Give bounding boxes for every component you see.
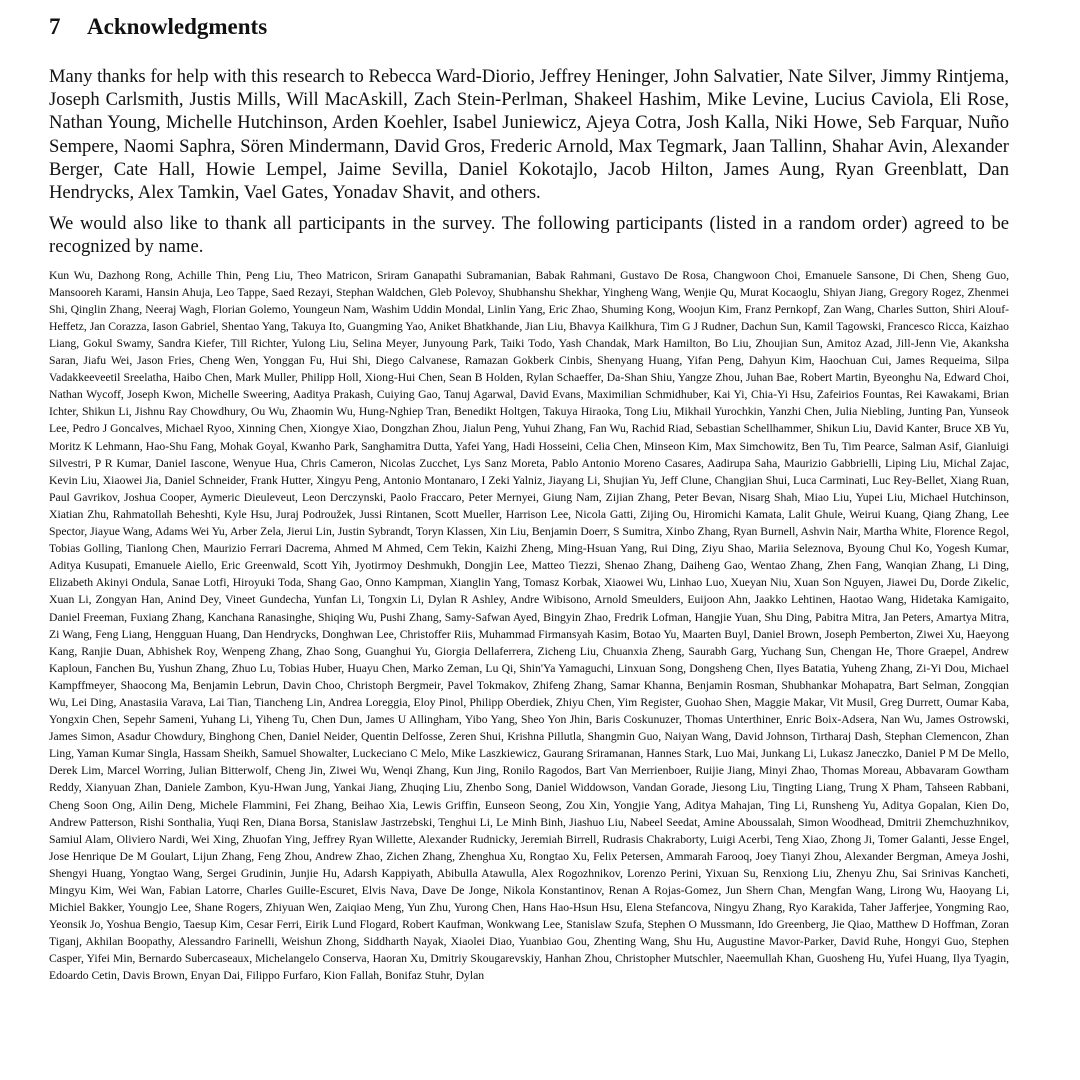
section-number: 7 (49, 14, 61, 39)
section-heading (49, 12, 1009, 42)
section-title: Acknowledgments (87, 14, 268, 39)
thanks-paragraph: Many thanks for help with this research to Rebecca Ward-Diorio, Jeffrey Heninger, John Salvatier, Nate Silver, Jimmy Rintjema, Joseph Carlsmith, Justis Mills, Will MacAskill, Zach Stein-Perlman, Shakeel Hashim, Mike Levine, Lucius Caviola, Eli Rose, Nathan Young, Michelle Hutchinson, Arden Koehler, Isabel Juniewicz, Ajeya Cotra, Josh Kalla, Niki Howe, Seb Farquar, Nuño Sempere, Naomi Saphra, Sören Mindermann, David Gros, Frederic Arnold, Max Tegmark, Jaan Tallinn, Shahar Avin, Alexander Berger, Cate Hall, Howie Lempel, Jaime Sevilla, Daniel Kokotajlo, Jacob Hilton, James Aung, Ryan Greenblatt, Dan Hendrycks, Alex Tamkin, Vael Gates, Yonadav Shavit, and others. (49, 66, 1009, 204)
participants-list: Kun Wu, Dazhong Rong, Achille Thin, Peng Liu, Theo Matricon, Sriram Ganapathi Subramanian, Babak Rahmani, Gustavo De Rosa, Changwoon Choi, Emanuele Sansone, Di Chen, Sheng Guo, Mansooreh Karami, Hansin Ahuja, Leo Tappe, Saed Rezayi, Stephan Waldchen, Gleb Polevoy, Shubhanshu Shekhar, Yingheng Wang, Wenjie Qu, Murat Kocaoglu, Shiyan Jiang, Gregory Rogez, Zhenmei Shi, Qinglin Zhang, Neeraj Wagh, Florian Golemo, Youngeun Nam, Washim Uddin Mondal, Linlin Yang, Eric Zhao, Shuming Kong, Woojun Kim, Franz Pernkopf, Zan Wang, Charles Sutton, Shiri Alouf-Heffetz, Jan Corazza, Iason Gabriel, Shentao Yang, Takuya Ito, Guangming Yao, Aniket Bhatkhande, Jian Liu, Bhavya Kailkhura, Tim G J Rudner, Dachun Sun, Kamil Tagowski, Francesco Ricca, Kaizhao Liang, Gokul Swamy, Sandra Kiefer, Till Richter, Yulong Liu, Selina Meyer, Junyoung Park, Taiki Todo, Yash Chandak, Mark Hamilton, Bo Liu, Zhoujian Sun, Amitoz Azad, Jill-Jenn Vie, Akanksha Saran, Jiafu Wei, Jason Fries, Cheng Wen, Yonggan Fu, Hui Shi, Diego Calvanese, Ramazan Gokberk Cinbis, Shenyang Huang, Yifan Peng, Dahyun Kim, Haochuan Cui, James Requeima, Silpa Vadakkeeveetil Sreelatha, Haibo Chen, Mark Muller, Philipp Holl, Xiong-Hui Chen, Sean B Holden, Rylan Schaeffer, Da-Shan Shiu, Yangze Zhou, Juhan Bae, Robert Martin, Byeonghu Na, Edward Choi, Nathan Wycoff, Joseph Kwon, Michelle Sweering, Aaditya Prakash, Cuiying Gao, Tanuj Agarwal, David Evans, Maximilian Schmidhuber, Kai Yi, Chia-Yi Hsu, Zafeirios Fountas, Rei Kawakami, Brian Ichter, Shikun Li, Jishnu Ray Chowdhury, Ou Wu, Zhaomin Wu, Hung-Nghiep Tran, Benedikt Holtgen, Takuya Hiraoka, Tong Liu, Mikhail Yurochkin, Yanzhi Chen, Julia Niebling, Junting Pan, Yunseok Lee, Pedro J Goncalves, Michael Ryoo, Xinning Chen, Xiongye Xiao, Dongzhan Zhou, Jialun Peng, Yuhui Zhang, Fan Wu, Rachid Riad, Sebastian Schellhammer, Shikun Liu, David Kanter, Bruce XB Yu, Moritz K Lehmann, Hao-Shu Fang, Mohak Goyal, Kwanho Park, Sanghamitra Dutta, Yafei Yang, Hadi Hosseini, Celia Chen, Minseon Kim, Max Simchowitz, Ben Tu, Tim Pearce, Salman Asif, Gianluigi Silvestri, P R Kumar, Daniel Iascone, Wenyue Hua, Chris Cameron, Nicolas Zucchet, Lys Sanz Moreta, Pablo Antonio Moreno Casares, Aadirupa Saha, Maurizio Gabbrielli, Liping Liu, Michal Zajac, Kevin Liu, Xiaowei Jia, Daniel Schneider, Frank Hutter, Xingyu Peng, Antonio Montanaro, I Zeki Yalniz, Jiayang Li, Shujian Yu, Jeff Clune, Changjian Shui, Luca Carminati, Luc Rey-Bellet, Xiang Ruan, Paul Gavrikov, Joshua Cooper, Aymeric Dieuleveut, Leon Derczynski, Paolo Fraccaro, Peter Mernyei, Giung Nam, Zijian Zhang, Peter Bevan, Nisarg Shah, Miao Liu, Yupei Liu, Michael Hutchinson, Xiatian Zhu, Rahmatollah Beheshti, Kyle Hsu, Juraj Podroužek, Jussi Rintanen, Scott Mueller, Harrison Lee, Nicola Gatti, Zijing Ou, Hiromichi Kamata, Lalit Ghule, Weirui Kuang, Qiang Zhang, Lee Spector, Jiayue Wang, Adams Wei Yu, Arber Zela, Jierui Lin, Justin Sybrandt, Toryn Klassen, Xin Liu, Benjamin Doerr, S Sumitra, Xinbo Zhang, Ryan Burnell, Ashvin Nair, Martha White, Florence Regol, Tobias Golling, Tianlong Chen, Maurizio Ferrari Dacrema, Ahmed M Ahmed, Cem Tekin, Kaizhi Zheng, Ming-Hsuan Yang, Rui Ding, Ziyu Shao, Mariia Seleznova, Byoung Chul Ko, Yogesh Kumar, Aditya Kusupati, Emanuele Aiello, Eric Greenwald, Scott Yih, Jyotirmoy Deshmukh, Dongjin Lee, Matteo Tiezzi, Shenao Zhang, Daiheng Gao, Wentao Zhang, Zhen Fang, Wanqian Zhang, Li Ding, Elizabeth Akinyi Ondula, Sanae Lotfi, Hiroyuki Toda, Shang Gao, Onno Kampman, Xianglin Yang, Tomasz Korbak, Xiaowei Wu, Linhao Luo, Xueyan Niu, Xuan Son Nguyen, Jiawei Du, Dorde Zikelic, Xuan Li, Zongyan Han, Anind Dey, Vineet Gundecha, Yunfan Li, Tongxin Li, Dylan R Ashley, Andre Wibisono, Arnold Smeulders, Euijoon Ahn, Jaakko Lehtinen, Haotao Wang, Hidetaka Kamigaito, Daniel Freeman, Fuxiang Zhang, Kanchana Ranasinghe, Shiqing Wu, Pushi Zhang, Samy-Safwan Ayed, Bingyin Zhao, Fredrik Lofman, Hangjie Yuan, Shu Ding, Pabitra Mitra, Jan Peters, Amartya Mitra, Zi Wang, Feng Liang, Hengguan Huang, Dan Hendrycks, Donghwan Lee, Christoffer Riis, Muhammad Firmansyah Kasim, Botao Yu, Maarten Buyl, Daniel Brown, Joseph Pemberton, Ziwei Xu, Haeyong Kang, Ranjie Duan, Abhishek Roy, Wenpeng Zhang, Zhao Song, Guanghui Yu, Giorgia Dellaferrera, Zicheng Liu, Chuanxia Zheng, Saurabh Garg, Yuchang Sun, Chengan He, Thore Graepel, Andrew Kaploun, Fanchen Bu, Yushun Zhang, Zhuo Lu, Tobias Huber, Huayu Chen, Marko Zeman, Lu Qi, Shin'Ya Yamaguchi, Linxuan Song, Dongsheng Chen, Ilyes Batatia, Yuheng Zhang, Zi-Yi Dou, Michael Kampffmeyer, Shaocong Ma, Benjamin Lebrun, Davin Choo, Christoph Bergmeir, Pavel Tokmakov, Zhifeng Zhang, Samar Khanna, Benjamin Rosman, Shubhankar Mohapatra, Bart Selman, Zongqian Wu, Lei Ding, Anastasiia Varava, Lai Tian, Tiancheng Lin, Andrea Loreggia, Eloy Pinol, Philipp Oberdiek, Zhiyu Chen, Yim Register, Guohao Shen, Maggie Makar, Vit Musil, Greg Durrett, Oumar Kaba, Yongxin Chen, Sepehr Sameni, Yuhang Li, Yiheng Tu, Chen Dun, James U Allingham, Yibo Yang, Sheo Yon Jhin, Baris Coskunuzer, Thomas Unterthiner, Enric Boix-Adsera, Nan Wu, James Ostrowski, James Simon, Asadur Chowdury, Binghong Chen, Daniel Neider, Quentin Delfosse, Zeren Shui, Krishna Pillutla, Shangmin Guo, Naiyan Wang, David Johnson, Tirtharaj Dash, Stephan Clemencon, Zhan Ling, Yaman Kumar Singla, Hassam Sheikh, Samuel Showalter, Luckeciano C Melo, Mike Laszkiewicz, Gaurang Sriramanan, Hannes Stark, Luo Mai, Junkang Li, Lukasz Janeczko, Daniel P M De Mello, Derek Lim, Marcel Worring, Julian Bitterwolf, Cheng Jin, Ziwei Wu, Wenqi Zhang, Kun Jing, Ronilo Ragodos, Bart Van Merrienboer, Ruijie Jiang, Minyi Zhao, Thomas Moreau, Abbavaram Gowtham Reddy, Xianyuan Zhan, Daniele Zambon, Kyu-Hwan Jung, Yankai Jiang, Zhuqing Liu, Zhenbo Song, Daniel Widdowson, Vandan Gorade, Jiesong Liu, Tingting Liang, Trung X Pham, Tahseen Rabbani, Cheng Soon Ong, Ailin Deng, Michele Flammini, Fei Zhang, Beihao Xia, Lewis Griffin, Eunseon Seong, Zou Xin, Yongjie Yang, Aditya Mahajan, Ting Li, Runsheng Yu, Aditya Gopalan, Kien Do, Andrew Patterson, Rishi Sonthalia, Yuqi Ren, Diana Borsa, Stanislaw Jastrzebski, Tenghui Li, Le Minh Binh, Jiashuo Liu, Nabeel Seedat, Amine Aboussalah, Simon Woodhead, Dmitrii Zhemchuzhnikov, Samiul Alam, Oliviero Nardi, Wei Xing, Zhuofan Ying, Jeffrey Ryan Willette, Alexander Rudnicky, Jeremiah Birrell, Rudrasis Chakraborty, Luigi Acerbi, Teng Xiao, Zhong Ji, Tomer Galanti, Jesse Engel, Jose Henrique De M Goulart, Lijun Zhang, Feng Zhou, Andrew Zhao, Zichen Zhang, Zhenghua Xu, Rongtao Xu, Felix Petersen, Ammarah Farooq, Joey Tianyi Zhou, Alexander Bergman, Ameya Joshi, Shengyi Huang, Yongtao Wang, Sergei Grudinin, Junjie Hu, Adarsh Kappiyath, Abibulla Atawulla, Alex Rogozhnikov, Lorenzo Perini, Yixuan Su, Renxiong Liu, Zhenyu Zhu, Sai Srinivas Kancheti, Mingyu Kim, Wei Wan, Fabian Latorre, Charles Guille-Escuret, Elvis Nava, Dave De Jonge, Nikola Konstantinov, Renan A Rojas-Gomez, Jun Shern Chan, Mengfan Wang, Lirong Wu, Haoyang Li, Michiel Bakker, Youngjo Lee, Shane Rogers, Zhiyuan Wen, Zaiqiao Meng, Yun Zhu, Yurong Chen, Hans Hao-Hsun Hsu, Elena Stefancova, Ningyu Zhang, Ryo Karakida, Taher Jafferjee, Yongming Rao, Yeonsik Jo, Yoshua Bengio, Taesup Kim, Cesar Ferri, Eirik Lund Flogard, Robert Kaufman, Wonkwang Lee, Stanislaw Szufa, Stephen O Mussmann, Ido Greenberg, Jie Qiao, Matthew D Hoffman, Zoran Tiganj, Akhilan Boopathy, Alessandro Farinelli, Weishun Zhong, Siddharth Nayak, Xiaolei Diao, Yuanbiao Gou, Zhenting Wang, Shu Hu, Augustine Mavor-Parker, David Ruhe, Hongyi Guo, Stephen Casper, Yifei Min, Bernardo Subercaseaux, Michelangelo Conserva, Haoran Xu, Dmitriy Skougarevskiy, Hanhan Zhou, Christopher Mutschler, Naeemullah Khan, Guosheng Hu, Yufei Huang, Ilya Tyagin, Edoardo Cetin, Davis Brown, Enyan Dai, Filippo Furfaro, Kion Fallah, Bonifaz Stuhr, Dylan (49, 268, 1009, 983)
paper-page (49, 12, 1009, 985)
survey-paragraph: We would also like to thank all participants in the survey. The following participants (listed in a random order) agreed to be recognized by name. (49, 213, 1009, 258)
